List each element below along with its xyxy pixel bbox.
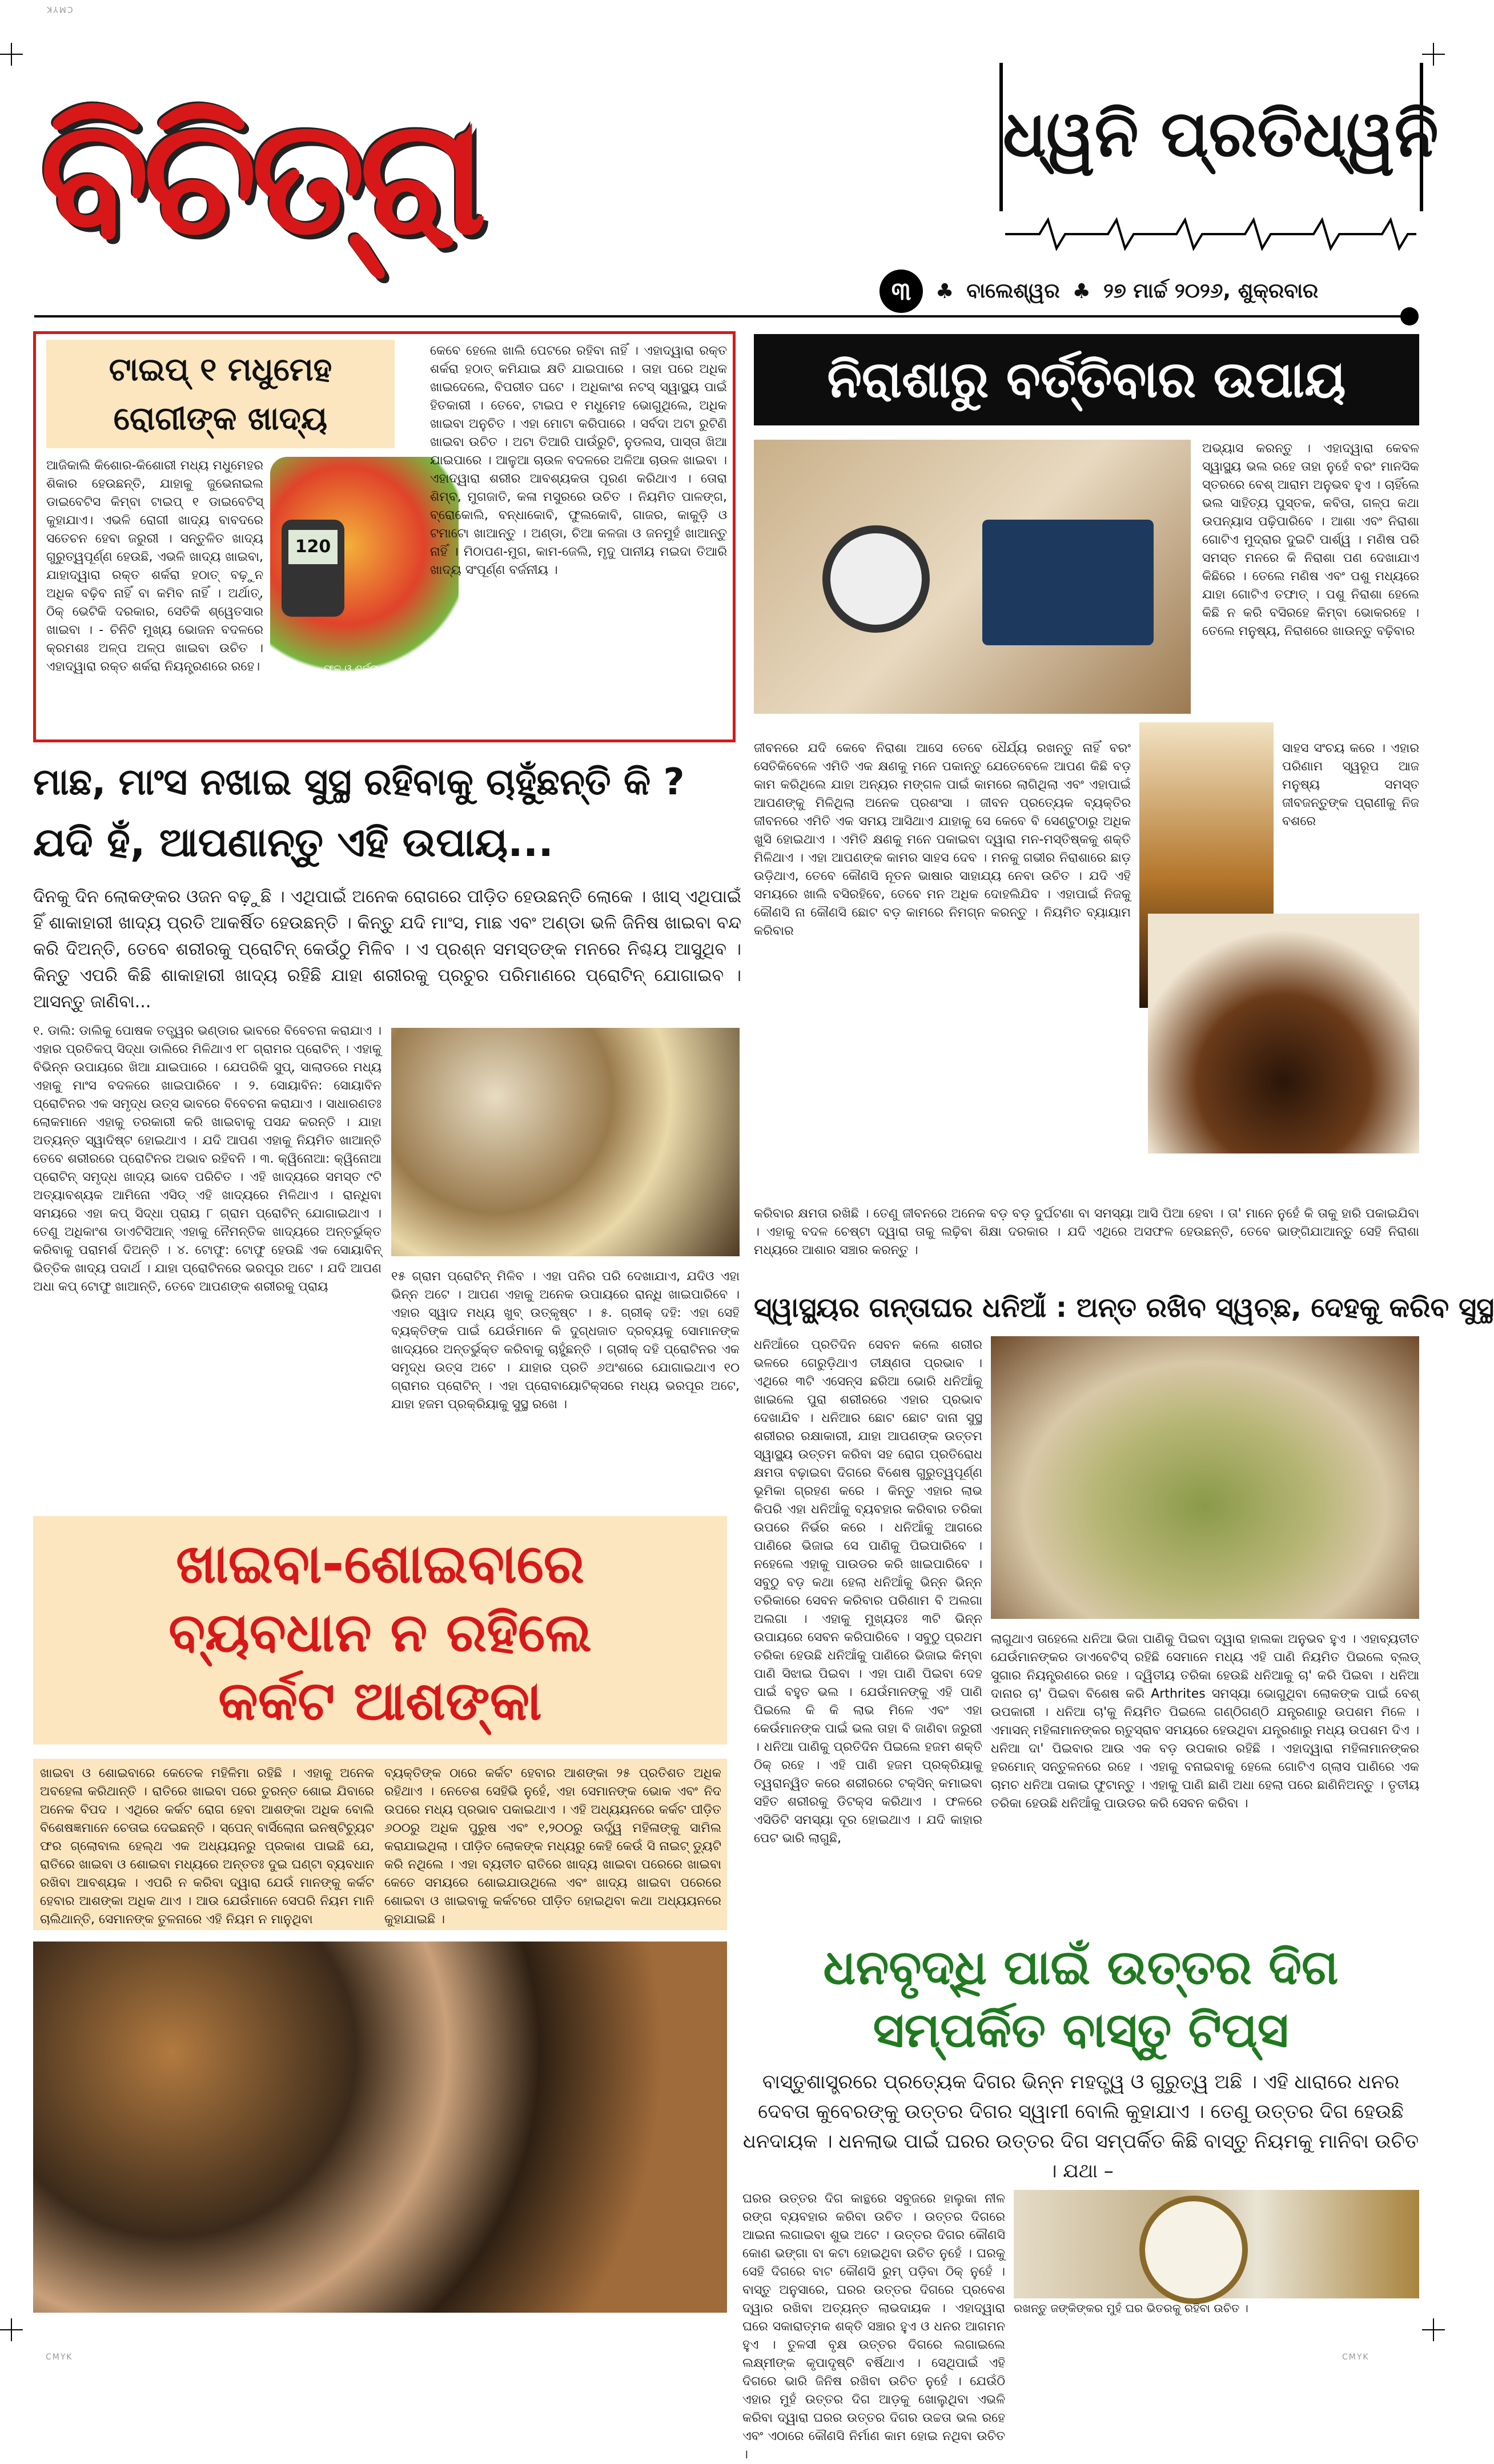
bp-cuff-icon [982, 520, 1154, 645]
despair-body-bottom: କରିବାର କ୍ଷମତା ରଖିଛି । ତେଣୁ ଜୀବନରେ ଅନେକ ବଡ଼ ବଡ଼ ଦୁର୍ଘଟଣା ବା ସମସ୍ୟା ଆସି ପିଆ ହେବା । ତା' ମାନେ ନୁହେଁ କି ତାକୁ ହାରି ପକାଇଯିବା । ଏହାକୁ ବଦଳ ଚେଷ୍ଟା ଦ୍ୱାରା ତାକୁ ଲଢ଼ିବା ଶିକ୍ଷା ଦରକାର । ଯଦି ଏଥିରେ ଅସଫଳ ହେଉଛନ୍ତି, ତେବେ ଭାଙ୍ଗିଯାଆନ୍ତୁ ସେହି ନିରାଶା ମଧ୍ୟରେ ଆଶାର ସଞ୍ଚାର କରନ୍ତୁ । [754, 1207, 1419, 1257]
diabetes-body-right: କେବେ ହେଲେ ଖାଲି ପେଟରେ ରହିବା ନାହିଁ । ଏହାଦ୍ୱାରା ରକ୍ତ ଶର୍କରା ହଠାତ୍ କମିଯାଇ କ୍ଷତି ଯାଇପାରେ । ତାହା ପରେ ଅଧିକ ଖାଇଦେଲେ, ବିପରୀତ ଘଟେ । ଅଧିକାଂଶ ନଟସ୍ ସ୍ୱାସ୍ଥ୍ୟ ପାଇଁ ହିତକାରୀ । ତେବେ, ଟାଇପ ୧ ମଧୁମେହ ଭୋଗୁଥିଲେ, ଅଧିକ ଖାଇବା ଅନୁଚିତ । ଏହା ମୋଟା କରିପାରେ । ସର୍ବଦା ଅଟା ରୁଟିଣି ଖାଇବା ଉଚିତ । ଅଟା ତିଆରି ପାଉଁରୁଟି, ନୁଡଲସ, ପାସ୍ତା ଖିଆ ଯାଇପାରେ । ଆଳୁଆ ଚାଉଳ ବଦଳରେ ଅଳିଆ ଚାଉଳ ଖାଇବା । ଏହାଦ୍ୱାରା ଶରୀର ଆବଶ୍ୟକତା ପୂରଣ କରିଥାଏ । ତୋରା ଶିମ୍ବ, ମୁଗଜାତି, କଳା ମସୁରରେ ଉଚିତ । ନିୟମିତ ପାଳଙ୍ଗ, ବ୍ରୋକୋଲି, ବନ୍ଧାକୋବି, ଫୁଲକୋବି, ଗାଜର, କାକୁଡ଼ି ଓ ଟମାଟୋ ଖାଆନ୍ତୁ । ଅଣ୍ଡା, ଚିଆ କଳଜା ଓ ଜନମୁହଁ ଖାଆନ୍ତୁ ନାହିଁ । ମିଠାପଣ-ମୁଗ, କାମ-ଜେଲି, ମୃଦୁ ପାନୀୟ ମଇଦା ତିଆରି ଖାଦ୍ୟ ସଂପୂର୍ଣ୍ଣ ବର୍ଜନୀୟ । [430, 344, 727, 577]
protein-title-line1: ମାଛ, ମାଂସ ନଖାଇ ସୁସ୍ଥ ରହିବାକୁ ଚାହୁଁଛନ୍ତି କି ? [33, 761, 685, 803]
compass-image [1014, 2190, 1419, 2298]
vastu-title-line1: ଧନବୃଦ୍ଧି ପାଇଁ ଉତ୍ତର ଦିଗ [823, 1939, 1339, 1995]
glucose-meter-reading: 120 [288, 530, 338, 564]
despair-body-left-mid: ଜୀବନରେ ଯଦି କେବେ ନିରାଶା ଆସେ ତେବେ ଧୈର୍ଯ୍ୟ ରଖନ୍ତୁ ନାହିଁ ବରଂ ସେତିକିବେଳେ ଏମିତି ଏକ କ୍ଷଣକୁ ମନେ ପକାନ୍ତୁ ଯେତେବେଳେ ଆପଣ କିଛି ବଡ଼ କାମ କରିଥିଲେ ଯାହା ଅନ୍ୟର ମଙ୍ଗଳ ପାଇଁ କାମରେ ଲାଗିଥିଲା ଏବଂ ଏହାପାଇଁ ଆପଣଙ୍କୁ ମିଳିଥିଲା ଅନେକ ପ୍ରଶଂସା । ଜୀବନ ପ୍ରତ୍ୟେକ ବ୍ୟକ୍ତିର ଜୀବନରେ ଏମିତି ଏକ ସମୟ ଆସିଥାଏ ଯାହାକୁ ସେ କେବେ ବି ସେଣ୍ଟୁଠାରୁ ଅଧିକ ଖୁସି ହୋଇଥାଏ । ଏମିତି କ୍ଷଣକୁ ମନେ ପକାଇବା ଦ୍ୱାରା ମନ-ମସ୍ତିଷ୍କକୁ ଶକ୍ତି ମିଳିଥାଏ । ଏହା ଆପଣଙ୍କ କାମର ସାହସ ଦେବ । ମନକୁ ଗଭୀର ନିରାଶାରେ ଛାଡ଼ ଉଡ଼ିଥାଏ, ତେବେ କୌଣସି ନୂତନ ଭାଷାର ସାହାଯ୍ୟ ନେବା ଉଚିତ । ଯଦି ଏହି ସମୟରେ ଖାଲି ବସିରହିବେ, ତେବେ ମନ ଅଧିକ ଦୋହଲିଯିବ । ଏହାପାଇଁ ନିଜକୁ କୌଣସି ନା କୌଣସି ଛୋଟ ବଡ଼ କାମରେ ନିମଗ୍ନ କରନ୍ତୁ । ନିୟମିତ ବ୍ୟାୟାମ କରିବାର [754, 741, 1131, 938]
diabetes-body-left: ଆଜିକାଲି କିଶୋର-କିଶୋରୀ ମଧ୍ୟ ମଧୁମେହର ଶିକାର ହେଉଛନ୍ତି, ଯାହାକୁ ଜୁଭେନାଇଲ ଡାଇବେଟିସ କିମ୍ବା ଟାଇପ୍ ୧ ଡାଇବେଟିସ୍ କୁହାଯାଏ। ଏଭଳି ରୋଗୀ ଖାଦ୍ୟ ବାବଦରେ ସତେଚନ ହେବା ଜରୁରୀ । ସନ୍ତୁଳିତ ଖାଦ୍ୟ ଗୁରୁତ୍ୱପୂର୍ଣ୍ଣ ହେଉଛି, ଏଭଳି ଖାଦ୍ୟ ଖାଇବା, ଯାହାଦ୍ୱାରା ରକ୍ତ ଶର୍କରା ହଠାତ୍ ବଢ଼ୁନ ଅଧିକ ବଢ଼ିବ ନାହିଁ ବା କମିବ ନାହିଁ । ଅର୍ଥାତ୍, ଠିକ୍ ଭେଟିକି ଦରକାର, ସେତିକି ଶ୍ୱେତସାର ଖାଇବା । - ଚିନିଟି ମୁଖ୍ୟ ଭୋଜନ ବଦଳରେ କ୍ରମଶଃ ଅଳ୍ପ ଅଳ୍ପ ଖାଇବା ଉଚିତ । ଏହାଦ୍ୱାରା ରକ୍ତ ଶର୍କରା ନିୟନ୍ତ୍ରଣରେ ରହେ। [46, 459, 263, 674]
sleep-col-right: ବ୍ୟକ୍ତିଙ୍କ ଠାରେ କର୍କଟ ହେବାର ଆଶଙ୍କା ୨୫ ପ୍ରତିଶତ ଅଧିକ ରହିଥାଏ । ନେତେଶ ସେହିଭି ନୁହେଁ, ଏହା ସେମାନଙ୍କ ଭୋକ ଏବଂ ନିଦ ଉପରେ ମଧ୍ୟ ପ୍ରଭାବ ପକାଇଥାଏ । ଏହି ଅଧ୍ୟୟନରେ କର୍କଟ ପୀଡ଼ିତ ୬୦୦ରୁ ଅଧିକ ପୁରୁଷ ଏବଂ ୧,୨୦୦ରୁ ଊର୍ଦ୍ଧ୍ୱ ମହିଳାଙ୍କୁ ସାମିଲ କରାଯାଇଥିଲା । ପୀଡ଼ିତ ଲୋକଙ୍କ ମଧ୍ୟରୁ କେହି କେଉଁ ସି ନାଇଟ୍ ଡ୍ୟୁଟି କରି ନଥିଲେ । ଏହା ବ୍ୟତୀତ ରାତିରେ ଖାଦ୍ୟ ଖାଇବା ପରେରେ ଖାଇବା କେତେ ସମୟରେ ଶୋଇଯାଉଥିଲେ ଏବଂ ଖାଦ୍ୟ ଖାଇବା ପରେରେ ଶୋଇବା ଓ ଖାଇବାକୁ କର୍କଟରେ ପୀଡ଼ିତ ହୋଇଥିବା କଥା ଅଧ୍ୟୟନରେ କୁହାଯାଇଛି । [384, 1766, 721, 1927]
diabetes-article [33, 331, 736, 742]
sleep-text-box [33, 1759, 727, 1930]
despair-body-right-mid: ସାହସ ସଂଚୟ କରେ । ଏହାର ପରିଣାମ ସ୍ୱରୂପ ଆଜ ମନୁଷ୍ୟ ସମସ୍ତ ଜୀବଜନ୍ତୁଙ୍କ ପ୍ରାଣୀକୁ ନିଜ ବଶରେ [1282, 741, 1419, 829]
protein-col-left: ୧. ଡାଲି: ଡାଲିକୁ ପୋଷକ ତତ୍ତ୍ୱର ଭଣ୍ଡାର ଭାବରେ ବିବେଚନା କରାଯାଏ । ଏହାର ପ୍ରତିକପ୍ ସିଦ୍ଧା ଡାଲିରେ ମିଳିଥାଏ ୧୮ ଗ୍ରାମର ପ୍ରୋଟିନ୍ । ଏହାକୁ ବିଭିନ୍ନ ଉପାୟରେ ଖିଆ ଯାଇପାରେ । ଯେପରିକି ସୁପ୍, ସାଲାଡରେ ମଧ୍ୟ ଏହାକୁ ମାଂସ ବଦଳରେ ଖାଇପାରିବେ । ୨. ସୋୟାବିନ: ସୋୟାବିନ ପ୍ରୋଟିନର ଏକ ସମୃଦ୍ଧ ଉତ୍ସ ଭାବରେ ବିବେଚନା କରାଯାଏ । ସାଧାରଣତଃ ଲୋକମାନେ ଏହାକୁ ତରକାରୀ କରି ଖାଇବାକୁ ପସନ୍ଦ କରନ୍ତି । ଯାହା ଅତ୍ୟନ୍ତ ସ୍ୱାଦିଷ୍ଟ ହୋଇଥାଏ । ଯଦି ଆପଣ ଏହାକୁ ନିୟମିତ ଖାଆନ୍ତି ତେବେ ଶରୀରରେ ପ୍ରୋଟିନର ଅଭାବ ରହିବନି । ୩. କ୍ୱିନୋଆ: କ୍ୱିନୋଆ ପ୍ରୋଟିନ୍ ସମୃଦ୍ଧ ଖାଦ୍ୟ ଭାବେ ପରିଚିତ । ଏହି ଖାଦ୍ୟରେ ସମସ୍ତ ୯ଟି ଅତ୍ୟାବଶ୍ୟକ ଆମିନୋ ଏସିଡ୍ ଏହି ଖାଦ୍ୟରେ ମିଳିଥାଏ । ରାନ୍ଧିବା ସମୟରେ ଏହା କପ୍ ସିଦ୍ଧା ପ୍ରାୟ ୮ ଗ୍ରାମ ପ୍ରୋଟିନ୍ ଯୋଗାଇଥାଏ । ତେଣୁ ଅଧିକାଂଶ ଡାଏଟିସିଆନ୍ ଏହାକୁ ନୈମନ୍ତିକ ଖାଦ୍ୟରେ ଅନ୍ତର୍ଭୁକ୍ତ କରିବାକୁ ପରାମର୍ଶ ଦିଅନ୍ତି । ୪. ଟୋଫୁ: ଟୋଫୁ ହେଉଛି ଏକ ସୋୟାବିନ୍ ଭିତ୍ତିକ ଖାଦ୍ୟ ପଦାର୍ଥ । ଯାହା ପ୍ରୋଟିନରେ ଭରପୂର ଅଟେ । ଯଦି ଆପଣ ଅଧା କପ୍ ଟୋଫୁ ଖାଆନ୍ତି, ତେବେ ଆପଣଙ୍କ ଶରୀରକୁ ପ୍ରାୟ [33, 1024, 381, 1294]
club-icon: ♣ [1072, 279, 1091, 303]
glucose-meter [282, 520, 344, 617]
vastu-title-line2: ସମ୍ପର୍କିତ ବାସ୍ତୁ ଟିପ୍ସ [873, 2002, 1289, 2058]
coriander-image [991, 1336, 1419, 1619]
heartbeat-line [1005, 217, 1416, 251]
sleep-col-left: ଖାଇବା ଓ ଶୋଇବାରେ କେତେକ ମହିଳିମା ରହିଛି । ଏହାକୁ ଅନେକ ଅବହେଳା କରିଥାନ୍ତି । ରାତିରେ ଖାଇବା ପରେ ତୁରନ୍ତ ଶୋଇ ଯିବାରେ ଅନେକ ବିପଦ । ଏଥିରେ କର୍କଟ ରୋଗ ହେବା ଆଶଙ୍କା ଅଧିକ ବୋଲି ବିଶେଷଜ୍ଞମାନେ ଚେତାଇ ଦେଇଛନ୍ତି । ସ୍ପେନ୍ ବାର୍ସିଲୋନା ଇନଷ୍ଟିଚ୍ୟୁଟ ଫର ଗ୍ଲୋବାଲ ହେଲ୍ଥ ଏକ ଅଧ୍ୟୟନରୁ ପ୍ରକାଶ ପାଇଛି ଯେ, ରାତିରେ ଖାଇବା ଓ ଶୋଇବା ମଧ୍ୟରେ ଅନ୍ତତଃ ଦୁଇ ଘଣ୍ଟା ବ୍ୟବଧାନ ରଖିବା ଆବଶ୍ୟକ । ଏପରି ନ କରିବା ଦ୍ୱାରା ଯେଉଁ ମାନଙ୍କୁ କର୍କଟ ହେବାର ଆଶଙ୍କା ଅଧିକ ଥାଏ । ଆଉ ଯେଉଁମାନେ ସେପରି ନିୟମ ମାନି ଚାଲିଥାନ୍ତି, ସେମାନଙ୍କ ତୁଳନାରେ ଏହି ନିୟମ ନ ମାନୁଥିବା [40, 1766, 374, 1927]
crop-mark-top-left [0, 43, 23, 66]
despair-title-bar [754, 334, 1419, 425]
blood-pressure-image [754, 440, 1191, 714]
section-logo-text: ବିଚିତ୍ରା [40, 83, 481, 271]
bp-gauge-icon [822, 525, 930, 633]
paper-name: ଧ୍ୱନି ପ୍ରତିଧ୍ୱନି [1003, 97, 1439, 171]
coriander-col-left: ଧନିଆଁରେ ପ୍ରତିଦିନ ସେବନ କଲେ ଶରୀର ଭଳରେ ଗେରୁଡ଼ିଥାଏ ତୀକ୍ଷ୍ଣତା ପ୍ରଭାବ । ଏଥିରେ ୩ଟି ଏସେନ୍ସ ଛରିଆ ଭୋରି ଧନିଆଁକୁ ଖାଇଲେ ପୁରା ଶରୀରରେ ଏହାର ପ୍ରଭାବ ଦେଖାଯିବ । ଧନିଆର ଛୋଟ ଛୋଟ ଦାନା ସୁସ୍ଥ ଶରୀରର ରକ୍ଷାକାରୀ, ଯାହା ଆପଣଙ୍କ ଉତ୍ତମ ସ୍ୱାସ୍ଥ୍ୟ ଉତ୍ତମ କରିବା ସହ ରୋଗ ପ୍ରତିରୋଧ କ୍ଷମତା ବଢ଼ାଇବା ଦିଗରେ ବିଶେଷ ଗୁରୁତ୍ୱପୂର୍ଣ୍ଣ ଭୂମିକା ଗ୍ରହଣ କରେ । କିନ୍ତୁ ଏହାର ଲାଭ କିପରି ଏହା ଧନିଆଁକୁ ବ୍ୟବହାର କରିବାର ତରିକା ଉପରେ ନିର୍ଭର କରେ । ଧନିଆଁକୁ ଆଗରେ ପାଣିରେ ଭିଜାଇ ସେ ପାଣିକୁ ପିଇପାରିବେ । ନହେଲେ ଏହାକୁ ପାଉଡର କରି ଖାଇପାରିବେ । ସବୁଠୁ ବଡ଼ କଥା ହେଲା ଧନିଆଁକୁ ଭିନ୍ନ ଭିନ୍ନ ତରିକାରେ ସେବନ କରିବାର ପରିଣାମ ବି ଅଲଗା ଅଲଗା । ଏହାକୁ ମୁଖ୍ୟତଃ ୩ଟି ଭିନ୍ନ ଉପାୟରେ ସେବନ କରିପାରିବେ । ସବୁଠୁ ପ୍ରଥମ ତରିକା ହେଉଛି ଧନିଆଁକୁ ପାଣିରେ ଭିଜାଇ କିମ୍ବା ପାଣି ସିଝାଇ ପିଇବା । ଏହା ପାଣି ପିଇବା ଦେହ ପାଇଁ ବହୁତ ଭଲ । ଯେଉଁମାନଙ୍କୁ ଏହି ପାଣି ପିଇଲେ କି କି ଲାଭ ମିଳେ ଏବଂ ଏହା କେଉଁମାନଙ୍କ ପାଇଁ ଭଲ ତାହା ବି ଜାଣିବା ଜରୁରୀ । ଧନିଆ ପାଣିକୁ ପ୍ରତିଦିନ ପିଇଲେ ହଜମ ଶକ୍ତି ଠିକ୍ ରହେ । ଏହି ପାଣି ହଜମ ପ୍ରକ୍ରିୟାକୁ ତ୍ୱରାନ୍ୱିତ କରେ ଶରୀରରେ ଟକ୍ସିନ୍ କମାଇବା ସହିତ ଶରୀରକୁ ଡିଟକ୍ସ କରିଥାଏ । ଫଳରେ ଏସିଡିଟି ସମସ୍ୟା ଦୂର ହୋଇଥାଏ । ଯଦି କାହାର ପେଟ ଭାରି ଲାଗୁଛି, [754, 1338, 982, 1846]
coriander-title: ସ୍ୱାସ୍ଥ୍ୟର ଗନ୍ତାଘର ଧନିଆଁ : ଅନ୍ତ ରଖିବ ସ୍ୱଚ୍ଛ, ଦେହକୁ କରିବ ସୁସ୍ଥ [754, 1292, 1494, 1324]
protein-intro: ଦିନକୁ ଦିନ ଲୋକଙ୍କର ଓଜନ ବଢ଼ୁଛି । ଏଥିପାଇଁ ଅନେକ ରୋଗରେ ପୀଡ଼ିତ ହେଉଛନ୍ତି ଲୋକେ । ଖାସ୍ ଏଥିପାଇଁ ହିଁ ଶାକାହାରୀ ଖାଦ୍ୟ ପ୍ରତି ଆକର୍ଷିତ ହେଉଛନ୍ତି । କିନ୍ତୁ ଯଦି ମାଂସ, ମାଛ ଏବଂ ଅଣ୍ଡା ଭଳି ଜିନିଷ ଖାଇବା ବନ୍ଦ କରି ଦିଅନ୍ତି, ତେବେ ଶରୀରକୁ ପ୍ରୋଟିନ୍ କେଉଁଠୁ ମିଳିବ । ଏ ପ୍ରଶ୍ନ ସମସ୍ତଙ୍କ ମନରେ ନିଶ୍ଚୟ ଆସୁଥିବ । କିନ୍ତୁ ଏପରି କିଛି ଶାକାହାରୀ ଖାଦ୍ୟ ରହିଛି ଯାହା ଶରୀରକୁ ପ୍ରଚୁର ପରିମାଣରେ ପ୍ରୋଟିନ୍ ଯୋଗାଇବ । ଆସନ୍ତୁ ଜାଣିବା... [33, 887, 741, 1012]
diabetes-title-line1: ଟାଇପ୍ ୧ ମଧୁମେହ [109, 351, 332, 388]
protein-title-line2: ଯଦି ହଁ, ଆପଣାନ୍ତୁ ଏହି ଉପାୟ... [33, 819, 553, 866]
coriander-col-right: ଲାଗୁଥାଏ ତାହେଲେ ଧନିଆ ଭିଜା ପାଣିକୁ ପିଇବା ଦ୍ୱାରା ହାଲକା ଅନୁଭବ ହୁଏ । ଏହାବ୍ୟତୀତ ଯେଉଁମାନଙ୍କର ଡାଏବେଟିସ୍ ରହିଛି ସେମାନେ ମଧ୍ୟ ଏହି ପାଣି ନିୟମିତ ପିଇଲେ ବ୍ଲଡ୍ ସୁଗାର ନିୟନ୍ତ୍ରଣରେ ରହେ । ଦ୍ୱିତୀୟ ତରିକା ହେଉଛି ଧନିଆକୁ ଚା' କରି ପିଇବା । ଧନିଆ ଦାନାର ଚା' ପିଇବା ବିଶେଷ କରି Arthrites ସମସ୍ୟା ଭୋଗୁଥିବା ଲୋକଙ୍କ ପାଇଁ ବେଶ୍ ଉପକାରୀ । ଧନିଆ ଚା'କୁ ନିୟମିତ ପିଇଲେ ଗଣ୍ଠିଗଣ୍ଠି ଯନ୍ତ୍ରଣାରୁ ଉପଶମ ମିଳେ । ଏମାସନ୍ ମହିଳାମାନଙ୍କର ଋତୁସ୍ରାବ ସମୟରେ ହେଉଥିବା ଯନ୍ତ୍ରଣାରୁ ମଧ୍ୟ ଉପଶମ ଦିଏ । ଧନିଆ ଦା' ପିଇବାର ଆଉ ଏକ ବଡ଼ ଉପକାର ରହିଛି । ଏହାଦ୍ୱାରା ମହିଳାମାନଙ୍କର ହରମୋନ୍ ସନ୍ତୁଳନରେ ରହେ । ଏହାକୁ ବନାଇବାକୁ ହେଲେ ଗୋଟିଏ ଗ୍ଲାସ ପାଣିରେ ଏକ ଚାମଚ ଧନିଆ ପକାଇ ଫୁଟାନ୍ତୁ । ଏହାକୁ ପାଣି ଛାଣି ଅଧା ହେଲା ପରେ ଛାଣିନିଅନ୍ତୁ । ତୃତୀୟ ତରିକା ହେଉଛି ଧନିଆଁକୁ ପାଉଡର କରି ସେବନ କରିବା । [991, 1632, 1419, 1811]
cmyk-mark-bottom-right: CMYK [1342, 2353, 1370, 2362]
despair-title: ନିରାଶାରୁ ବର୍ତ୍ତିବାର ଉପାୟ [827, 350, 1346, 409]
sleep-title-line1: ଖାଇବା-ଶୋଇବାରେ [175, 1533, 585, 1595]
despair-body-right-top: ଅଭ୍ୟାସ କରନ୍ତୁ । ଏହାଦ୍ୱାରା କେବଳ ସ୍ୱାସ୍ଥ୍ୟ ଭଲ ରହେ ତାହା ନୁହେଁ ବରଂ ମାନସିକ ସ୍ତରରେ ବେଶ୍ ଆରାମ ଅନୁଭବ ହୁଏ । ଚାହିଁଲେ ଭଲ ସାହିତ୍ୟ ପୁସ୍ତକ, କବିତା, ଗଳ୍ପ କଥା ଉପନ୍ୟାସ ପଢ଼ିପାରିବେ । ଆଶା ଏବଂ ନିରାଶା ଗୋଟିଏ ମୁଦ୍ରାର ଦୁଇଟି ପାର୍ଶ୍ୱ । ମଣିଷ ପରି ସମସ୍ତ ମନରେ କି ନିରାଶା ପଣ ଦେଖାଯାଏ କିଛିରେ । ତେଲେ ମଣିଷ ଏବଂ ପଶୁ ମଧ୍ୟରେ ଯାହା ଗୋଟିଏ ତଫାତ୍ । ପଶୁ ନିରାଶା ହେଲେ କିଛି ନ କରି ବସିରହେ କିମ୍ବା ଭୋକରହେ । ତେଲେ ମନୁଷ୍ୟ, ନିରାଶରେ ଖାଉନ୍ତୁ ବଢ଼ିବାର [1202, 441, 1419, 638]
vastu-caption: ରଖନ୍ତୁ ଜଙ୍କିଙ୍କର ମୁହଁ ଘର ଭିତରକୁ ରହିବା ଉଚିତ । [1014, 2301, 1248, 2315]
diabetes-title-box [46, 340, 395, 448]
sleep-title-line3: କର୍କଟ ଆଶଙ୍କା [218, 1670, 542, 1733]
diabetes-title-line2: ରୋଗୀଙ୍କ ଖାଦ୍ୟ [113, 400, 328, 437]
rule-dot [1400, 307, 1419, 325]
club-icon: ♣ [935, 279, 954, 303]
grains-image [391, 1028, 740, 1256]
cmyk-mark-top: CMYK [46, 5, 73, 14]
sleep-title-box [33, 1516, 727, 1745]
cmyk-mark-bottom-left: CMYK [46, 2353, 73, 2362]
dateline [879, 268, 1439, 314]
section-logo [40, 57, 668, 297]
crop-mark-top-right [1422, 43, 1445, 66]
dateline-city: ବାଲେଶ୍ୱର [966, 279, 1060, 303]
page-number-badge [879, 270, 923, 313]
cigarette-coffee-image [1148, 914, 1419, 1153]
sleep-title-line2: ବ୍ୟବଧାନ ନ ରହିଲେ [168, 1602, 592, 1664]
diabetes-image-label: ଫଳ ଓ ଶର୍କରା ଯନ୍ତ୍ର [324, 663, 405, 675]
vastu-intro: ବାସ୍ତୁଶାସ୍ତ୍ରରେ ପ୍ରତ୍ୟେକ ଦିଗର ଭିନ୍ନ ମହତ୍ତ୍ୱ ଓ ଗୁରୁତ୍ୱ ଅଛି । ଏହି ଧାରାରେ ଧନର ଦେବତା କୁବେରଙ୍କୁ ଉତ୍ତର ଦିଗର ସ୍ୱାମୀ ବୋଲି କୁହାଯାଏ । ତେଣୁ ଉତ୍ତର ଦିଗ ହେଉଛି ଧନଦାୟକ । ଧନଲାଭ ପାଇଁ ଘରର ଉତ୍ତର ଦିଗ ସମ୍ପର୍କିତ କିଛି ବାସ୍ତୁ ନିୟମକୁ ମାନିବା ଉଚିତ । ଯଥା – [742, 2071, 1419, 2182]
crop-mark-bottom-left [0, 2318, 23, 2341]
vastu-body: ଘରର ଉତ୍ତର ଦିଗ କାନ୍ଥରେ ସବୁଜରେ ହାଲୁକା ନୀଳ ରଙ୍ଗ ବ୍ୟବହାର କରିବା ଉଚିତ । ଉତ୍ତର ଦିଗରେ ଆଇନା ଲଗାଇବା ଶୁଭ ଅଟେ । ଉତ୍ତର ଦିଗର କୌଣସି କୋଣ ଭଙ୍ଗା ବା କଟା ହୋଇଥିବା ଉଚିତ ନୁହେଁ । ଘରକୁ ସେହି ଦିଗରେ ବାଟ କୌଣସି ରୁମ୍ ପଡ଼ିବା ଠିକ୍ ନୁହେଁ । ବାସ୍ତୁ ଅନୁସାରେ, ଘରର ଉତ୍ତର ଦିଗରେ ପ୍ରବେଶ ଦ୍ୱାର ରଖିବା ଅତ୍ୟନ୍ତ ଲାଭଦାୟକ । ଏହାଦ୍ୱାରା ଘରେ ସକାରାତ୍ମକ ଶକ୍ତି ସଞ୍ଚାର ହୁଏ ଓ ଧନର ଆଗମନ ହୁଏ । ତୁଳସୀ ବୃକ୍ଷ ଉତ୍ତର ଦିଗରେ ଲଗାଇଲେ ଲକ୍ଷ୍ମୀଙ୍କ କୃପାଦୃଷ୍ଟି ବର୍ଷିଥାଏ । ସେଥିପାଇଁ ଏହି ଦିଗରେ ଭାରି ଜିନିଷ ରଖିବା ଉଚିତ ନୁହେଁ । ଯେଉଁଠି ଏହାର ମୁହଁ ଉତ୍ତର ଦିଗ ଆଡ଼କୁ ଖୋଲୁଥିବା ଏଭଳି କରିବା ଦ୍ୱାରା ଘରର ଉତ୍ତର ଦିଗର ଉଚ୍ଚତା ଭଲ ରହେ ଏବଂ ଏଠାରେ କୌଣସି ନିର୍ମାଣ କାମ ହୋଇ ନଥିବା ଉଚିତ । [742, 2192, 1005, 2462]
crop-mark-bottom-right [1422, 2318, 1445, 2341]
compass-icon [1139, 2196, 1248, 2304]
paper-name-box [999, 63, 1439, 211]
masthead-rule [34, 315, 1411, 317]
protein-col-right: ୧୫ ଗ୍ରାମ ପ୍ରୋଟିନ୍ ମିଳିବ । ଏହା ପନିର ପରି ଦେଖାଯାଏ, ଯଦିଓ ଏହା ଭିନ୍ନ ଅଟେ । ଆପଣ ଏହାକୁ ଅନେକ ଉପାୟରେ ରାନ୍ଧି ଖାଇପାରିବେ । ଏହାର ସ୍ୱାଦ ମଧ୍ୟ ଖୁବ୍ ଉତ୍କୃଷ୍ଟ । ୫. ଗ୍ରୀକ୍ ଦହି: ଏହା ସେହି ବ୍ୟକ୍ତିଙ୍କ ପାଇଁ ଯେଉଁମାନେ କି ଦୁଗ୍ଧଜାତ ଦ୍ରବ୍ୟକୁ ସୋମାନଙ୍କ ଖାଦ୍ୟରେ ଅନ୍ତର୍ଭୁକ୍ତ କରିବାକୁ ଚାହୁଁଛନ୍ତି । ଗ୍ରୀକ୍ ଦହି ପ୍ରୋଟିନର ଏକ ସମୃଦ୍ଧ ଉତ୍ସ ଅଟେ । ଯାହାର ପ୍ରତି ୬ଅଂଶରେ ଯୋଗାଇଥାଏ ୧୦ ଗ୍ରାମର ପ୍ରୋଟିନ୍ । ଏହା ପ୍ରୋବାୟୋଟିକ୍ସରେ ମଧ୍ୟ ଭରପୂର ଅଟେ, ଯାହା ହଜମ ପ୍ରକ୍ରିୟାକୁ ସୁସ୍ଥ ରଖେ । [391, 1269, 740, 1412]
dateline-date: ୨୭ ମାର୍ଚ୍ଚ ୨୦୨୬, ଶୁକ୍ରବାର [1103, 279, 1319, 303]
food-table-image [33, 1942, 727, 2313]
page-number: ୩ [891, 276, 911, 306]
